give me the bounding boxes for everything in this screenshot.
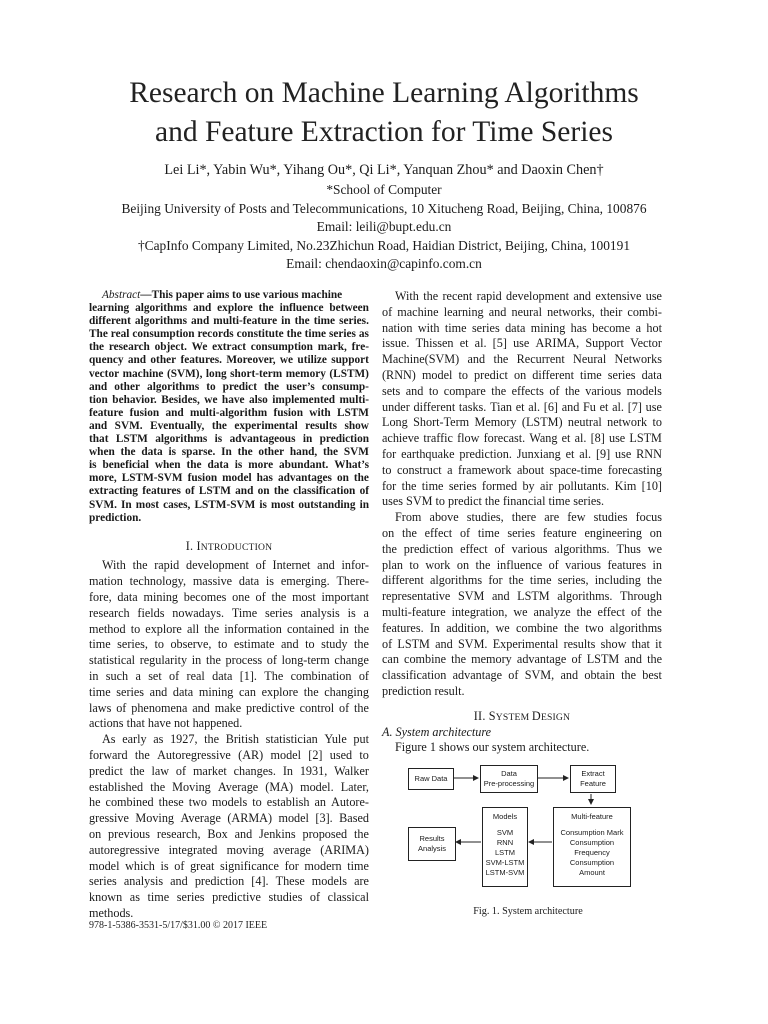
text-line: under different tasks. Tian et al. [6] and Fu et al. [7] use — [382, 399, 662, 414]
text-line: learning algorithms and explore the influence between — [89, 302, 369, 315]
intro-paragraph-2 — [89, 732, 369, 922]
raw-data-box: Raw Data — [408, 768, 454, 790]
text-line: laws of phenomena and make predictive control of the — [89, 700, 369, 715]
text-line: can combine the memory advantage of LSTM and the — [382, 652, 662, 667]
figure-caption: Fig. 1. System architecture — [473, 906, 583, 917]
text-line: method to explore all the information contained in the — [89, 621, 369, 636]
affiliation-school: *School of Computer — [326, 182, 442, 197]
model-lstm: LSTM — [494, 848, 515, 857]
text-line: different algorithms for the time series, including the — [382, 573, 662, 588]
feature-frequency: Frequency — [574, 848, 610, 857]
text-line: time series and data mining can explore the changing — [89, 684, 369, 699]
text-line: sets and to compare the effects of the various models — [382, 383, 662, 398]
text-line: the research object. We extract consumption mark, fre- — [89, 341, 369, 354]
models-title: Models — [492, 812, 518, 821]
text-line: of machine learning and neural networks, their combi- — [382, 304, 662, 319]
system-architecture-figure — [398, 760, 658, 895]
text-line: Long Short-Term Memory (LSTM) neutral network to — [382, 415, 662, 430]
text-line: in such a set of real data [1]. The combination of — [89, 669, 369, 684]
model-rnn: RNN — [496, 838, 514, 847]
affiliation-university: Beijing University of Posts and Telecommunications, 10 Xitucheng Road, Beijing, China, 100876 — [121, 200, 647, 216]
text-line: uses SVM to predict the financial time series. — [382, 494, 605, 509]
text-line: known as time series predictive studies of classical — [89, 890, 369, 905]
text-line: From above studies, there are few studies focus — [395, 510, 662, 525]
text-line: the prediction effect of various algorithms. Thus we — [382, 541, 662, 556]
text-line: model which is of great significance for modern time — [89, 858, 369, 873]
text-line: features. In addition, we combine the two algorithms — [382, 620, 662, 635]
text-line: vector machine (SVM), long short-term memory (LSTM) — [89, 367, 369, 380]
figure-intro-text: Figure 1 shows our system architecture. — [395, 740, 590, 755]
text-line: (RNN) model to predict on different time series data — [382, 367, 662, 382]
feature-consumption-1: Consumption — [569, 838, 615, 847]
text-line: prediction result. — [382, 683, 465, 698]
feature-amount: Amount — [579, 868, 605, 877]
text-line: issue. Thissen et al. [5] use ARIMA, Support Vector — [382, 336, 662, 351]
text-line: feature fusion and multi-algorithm fusion with LSTM — [89, 406, 369, 419]
motivation-paragraph — [382, 510, 662, 700]
text-line: classification advantage of SVM, and obtain the best — [382, 668, 662, 683]
extract-feature-box: Extract Feature — [570, 765, 616, 793]
text-line: As early as 1927, the British statistician Yule put — [102, 732, 369, 747]
title-line-1: Research on Machine Learning Algorithms — [129, 77, 639, 109]
text-line: for earthquake prediction. Junxiang et al. [9] use RNN — [382, 446, 662, 461]
section-heading-system-design: II. SYSTEM DESIGN — [473, 708, 571, 723]
text-line: plan to work on the influence of various features in — [382, 557, 662, 572]
text-line: forward the Autoregressive (AR) model [2] used to — [89, 748, 369, 763]
results-analysis-box: Results Analysis — [408, 827, 456, 861]
right-column — [382, 289, 662, 756]
text-line: time series, to observe, to estimate and to study the — [89, 637, 369, 652]
text-line: he combined these two models to establish an Autore- — [89, 795, 369, 810]
text-line: on the effect of time series feature engineering on — [382, 525, 662, 540]
text-line: multi-feature integration, we analyze the effect of the — [382, 604, 662, 619]
abstract-lead: Abstract — [102, 289, 141, 301]
text-line: more, LSTM-SVM fusion model has advantages on the — [89, 472, 369, 485]
text-line: gressive Moving Average (ARMA) model [3]. Based — [89, 811, 369, 826]
text-line: and SVM. Eventually, the experimental results show — [89, 419, 369, 432]
text-line: predict the law of market changes. In 1931, Walker — [89, 763, 369, 778]
text-line: achieve traffic flow forecast. Wang et al. [8] use LSTM — [382, 431, 662, 446]
affiliation-company: †CapInfo Company Limited, No.23Zhichun Road, Haidian District, Beijing, China, 100191 — [137, 237, 631, 253]
text-line: prediction. — [89, 511, 142, 524]
text-line: for the time series formed by air pollutants. Kim [10] — [382, 478, 662, 493]
title-line-2: and Feature Extraction for Time Series — [155, 116, 613, 148]
text-line: actions that have not happened. — [89, 716, 243, 731]
left-column — [89, 289, 369, 922]
text-line: on previous research, Box and Jenkins proposed the — [89, 827, 369, 842]
text-line: that LSTM algorithms is advantageous in prediction — [89, 433, 369, 446]
text-line: mation technology, massive data is emerging. There- — [89, 574, 369, 589]
feature-consumption-mark: Consumption Mark — [560, 828, 624, 837]
text-line: series analysis and prediction [4]. These models are — [89, 874, 369, 889]
text-line: Abstract —This paper aims to use various machine — [102, 289, 343, 301]
copyright-footer: 978-1-5386-3531-5/17/$31.00 © 2017 IEEE — [89, 920, 268, 931]
text-line: SVM. In most cases, LSTM-SVM is most outstanding in — [89, 498, 369, 511]
authors: Lei Li*, Yabin Wu*, Yihang Ou*, Qi Li*, Yanquan Zhou* and Daoxin Chen† — [164, 162, 604, 178]
model-lstm-svm: LSTM-SVM — [485, 868, 525, 877]
text-line: research fields nowadays. Time series analysis is a — [89, 605, 369, 620]
email-1: Email: leili@bupt.edu.cn — [316, 219, 452, 234]
text-line: nation with time series data mining has become a hot — [382, 320, 662, 335]
text-line: extracting features of LSTM and on the classification of — [89, 485, 369, 498]
text-line: of LSTM and SVM. Experimental results show that it — [382, 636, 662, 651]
text-line: tion behavior. Besides, we have also implemented multi- — [89, 393, 369, 406]
subsection-system-architecture: A. System architecture — [382, 724, 492, 739]
model-svm: SVM — [496, 828, 514, 837]
text-line: statistical regularity in the process of long-term change — [89, 653, 369, 668]
text-line: With the rapid development of Internet and infor- — [102, 558, 369, 573]
text-line: different algorithms and multi-feature in the time series. — [89, 315, 369, 328]
models-box — [482, 807, 528, 887]
text-line: established the Moving Average (MA) model. Later, — [89, 779, 369, 794]
model-svm-lstm: SVM-LSTM — [485, 858, 525, 867]
author-block — [0, 160, 768, 274]
text-line: autoregressive integrated moving average (ARIMA) — [89, 842, 369, 857]
text-line: The real consumption records constitute the time series as — [89, 328, 369, 341]
text-line: quency and other features. Moreover, we utilize support — [89, 354, 369, 367]
related-work-paragraph — [382, 289, 662, 510]
text-line: and other algorithms to predict the user’s consump- — [89, 380, 369, 393]
text-line: Machine(SVM) and the Recurrent Neural Networks — [382, 352, 662, 367]
section-heading-introduction: I. INTRODUCTION — [185, 538, 273, 553]
text-line: to construct a framework about space-time forecasting — [382, 462, 662, 477]
text-line: fore, data mining becomes one of the most important — [89, 590, 369, 605]
text-line: With the recent rapid development and extensive use — [395, 289, 662, 303]
data-preprocessing-box: Data Pre-processing — [480, 765, 538, 793]
abstract — [89, 289, 369, 525]
text-line: methods. — [89, 906, 134, 921]
paper-title — [0, 74, 768, 152]
multifeature-title: Multi-feature — [571, 812, 613, 821]
text-line: representative SVM and LSTM algorithms. Through — [382, 589, 662, 604]
text-line: when the data is sparse. In the other hand, the SVM — [89, 446, 369, 459]
text-line: is beneficial when the data is more abundant. What’s — [89, 459, 369, 472]
feature-consumption-2: Consumption — [569, 858, 615, 867]
intro-paragraph-1 — [89, 558, 369, 732]
multi-feature-box — [553, 807, 631, 887]
email-2: Email: chendaoxin@capinfo.com.cn — [286, 256, 482, 271]
